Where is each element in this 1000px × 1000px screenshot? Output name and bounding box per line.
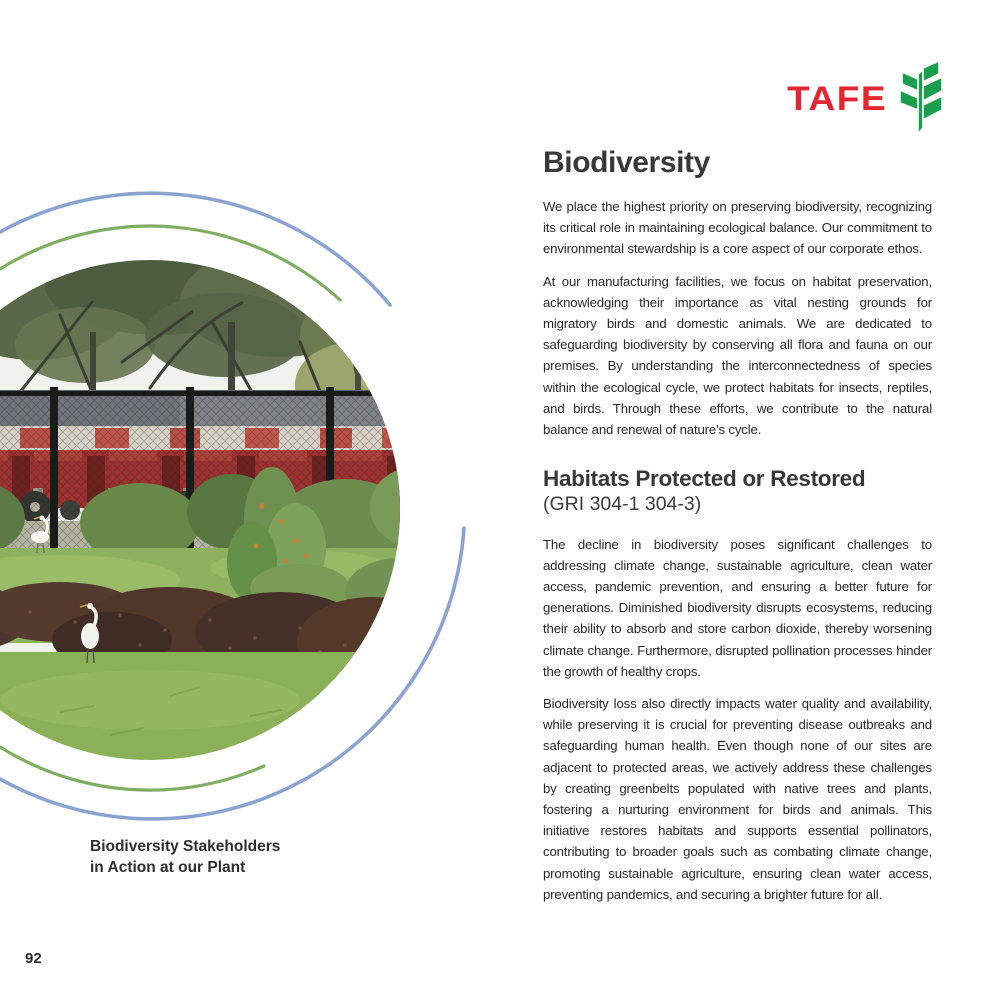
wheat-icon xyxy=(893,60,947,138)
figure-caption xyxy=(90,836,280,878)
tafe-logo xyxy=(787,60,947,138)
figure-caption-line-2: in Action at our Plant xyxy=(90,859,246,876)
paragraph: We place the highest priority on preserving biodiversity, recognizing its critical role in maintaining ecological balance. Our commitment to environmental stewardship is a core aspect of our corporate ethos. xyxy=(543,199,932,257)
photo-content xyxy=(0,235,460,772)
section-heading: Habitats Protected or Restored xyxy=(543,466,866,492)
plant-photo xyxy=(0,0,520,860)
page-number: 92 xyxy=(25,950,42,967)
tafe-logo-text: TAFE xyxy=(787,79,887,118)
gri-reference: (GRI 304-1 304-3) xyxy=(543,493,702,516)
section-habitats xyxy=(543,466,932,905)
paragraph: The decline in biodiversity poses significant challenges to addressing climate change, sustainable agriculture, clean water access, pandemic prevention, and ensuring a better future for generations. Diminished biodiversity disrupts ecosystems, reducing their ability to absorb and store carbon dioxide, thereby worsening climate change. Furthermore, disrupted pollination processes hinder the growth of healthy crops. xyxy=(543,536,932,679)
article-column xyxy=(543,146,932,916)
paragraph: Biodiversity loss also directly impacts water quality and availability, while preserving it is crucial for preventing disease outbreaks and safeguarding human health. Even though none of our sites are adjacent to protected areas, we actively address these challenges by creating greenbelts populated with native trees and plants, fostering a nurturing environment for birds and animals. This initiative restores habitats and supports essential pollinators, contributing to broader goals such as combating climate change, promoting sustainable agriculture, ensuring clean water access, preventing pandemics, and securing a brighter future for all. xyxy=(543,695,932,902)
figure-caption-line-1: Biodiversity Stakeholders xyxy=(90,838,281,855)
page-title: Biodiversity xyxy=(543,146,710,179)
paragraph: At our manufacturing facilities, we focus on habitat preservation, acknowledging their importance as vital nesting grounds for migratory birds and domestic animals. We are dedicated to safeguarding biodiversity by conserving all flora and fauna on our premises. By understanding the interconnectedness of species within the ecological cycle, we protect habitats for insects, reptiles, and birds. Through these efforts, we contribute to the natural balance and renewal of nature's cycle. xyxy=(543,273,932,438)
